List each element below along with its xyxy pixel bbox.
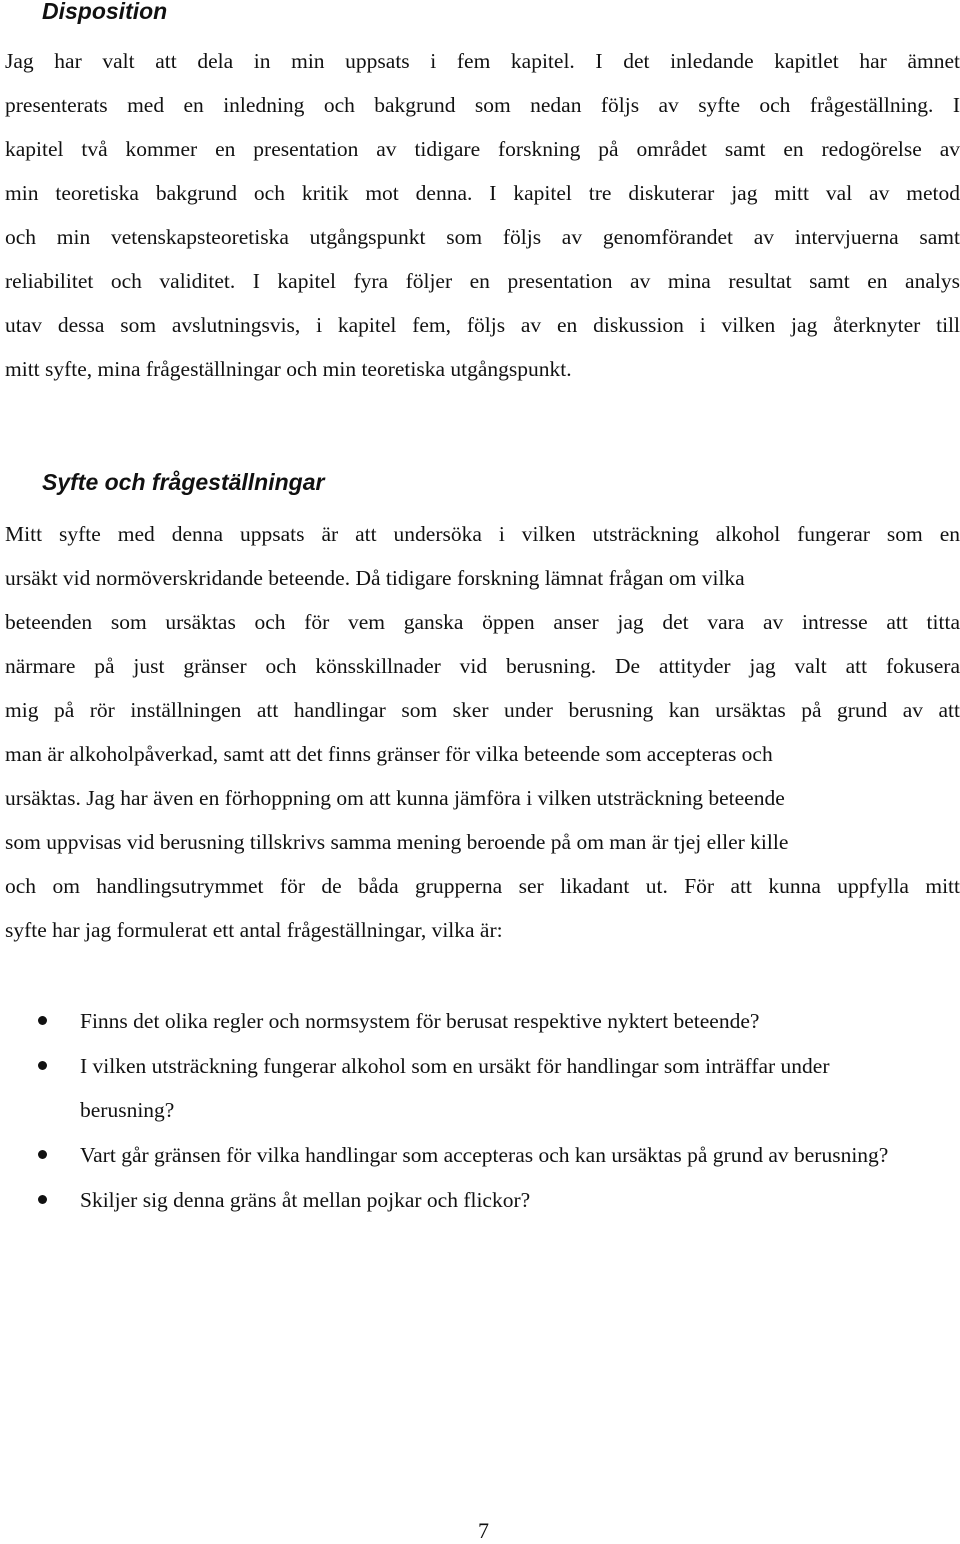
list-item bbox=[0, 1044, 960, 1132]
question-text: Finns det olika regler och normsystem för berusat respektive nyktert beteende? bbox=[80, 1009, 760, 1033]
paragraph-line: reliabilitet och validitet. I kapitel fyra följer en presentation av mina resultat samt en analys bbox=[5, 269, 960, 293]
question-text: I vilken utsträckning fungerar alkohol som en ursäkt för handlingar som inträffar under berusning? bbox=[80, 1054, 830, 1122]
paragraph-line: och min vetenskapsteoretiska utgångspunkt som följs av genomförandet av intervjuerna samt bbox=[5, 225, 960, 249]
disposition-paragraph bbox=[5, 39, 960, 391]
paragraph-line: min teoretiska bakgrund och kritik mot denna. I kapitel tre diskuterar jag mitt val av metod bbox=[5, 181, 960, 205]
paragraph-line: som uppvisas vid berusning tillskrivs samma mening beroende på om man är tjej eller kille bbox=[5, 830, 789, 854]
research-questions-list bbox=[0, 999, 960, 1223]
paragraph-line: kapitel två kommer en presentation av tidigare forskning på området samt en redogörelse av bbox=[5, 137, 960, 161]
question-text: Vart går gränsen för vilka handlingar som accepteras och kan ursäktas på grund av berusning? bbox=[80, 1143, 889, 1167]
list-item bbox=[0, 1178, 960, 1222]
section-heading-disposition: Disposition bbox=[42, 0, 168, 24]
paragraph-line: Jag har valt att dela in min uppsats i fem kapitel. I det inledande kapitlet har ämnet bbox=[5, 49, 960, 73]
list-item bbox=[0, 999, 960, 1043]
paragraph-line: närmare på just gränser och könsskillnader vid berusning. De attityder jag valt att fokusera bbox=[5, 654, 960, 678]
paragraph-line: syfte har jag formulerat ett antal frågeställningar, vilka är: bbox=[5, 918, 503, 942]
page-number: 7 bbox=[478, 1518, 489, 1543]
bullet-icon bbox=[38, 1016, 47, 1025]
paragraph-line: beteenden som ursäktas och för vem ganska öppen anser jag det vara av intresse att titta bbox=[5, 610, 960, 634]
question-text: Skiljer sig denna gräns åt mellan pojkar och flickor? bbox=[80, 1188, 531, 1212]
paragraph-line: utav dessa som avslutningsvis, i kapitel fem, följs av en diskussion i vilken jag återknyter till bbox=[5, 313, 960, 337]
paragraph-line: mig på rör inställningen att handlingar som sker under berusning kan ursäktas på grund av att bbox=[5, 698, 960, 722]
bullet-icon bbox=[38, 1150, 47, 1159]
section-heading-syfte: Syfte och frågeställningar bbox=[42, 469, 325, 495]
bullet-icon bbox=[38, 1061, 47, 1070]
paragraph-line: Mitt syfte med denna uppsats är att undersöka i vilken utsträckning alkohol fungerar som en bbox=[5, 522, 960, 546]
paragraph-line: presenterats med en inledning och bakgrund som nedan följs av syfte och frågeställning. I bbox=[5, 93, 960, 117]
paragraph-line: man är alkoholpåverkad, samt att det finns gränser för vilka beteende som accepteras och bbox=[5, 742, 773, 766]
paragraph-line: ursäktas. Jag har även en förhoppning om att kunna jämföra i vilken utsträckning beteende bbox=[5, 786, 785, 810]
paragraph-line: ursäkt vid normöverskridande beteende. Då tidigare forskning lämnat frågan om vilka bbox=[5, 566, 745, 590]
list-item bbox=[0, 1133, 960, 1177]
paragraph-line: och om handlingsutrymmet för de båda grupperna ser likadant ut. För att kunna uppfylla mitt bbox=[5, 874, 960, 898]
syfte-paragraph bbox=[5, 512, 960, 952]
bullet-icon bbox=[38, 1195, 47, 1204]
paragraph-line: mitt syfte, mina frågeställningar och min teoretiska utgångspunkt. bbox=[5, 357, 572, 381]
